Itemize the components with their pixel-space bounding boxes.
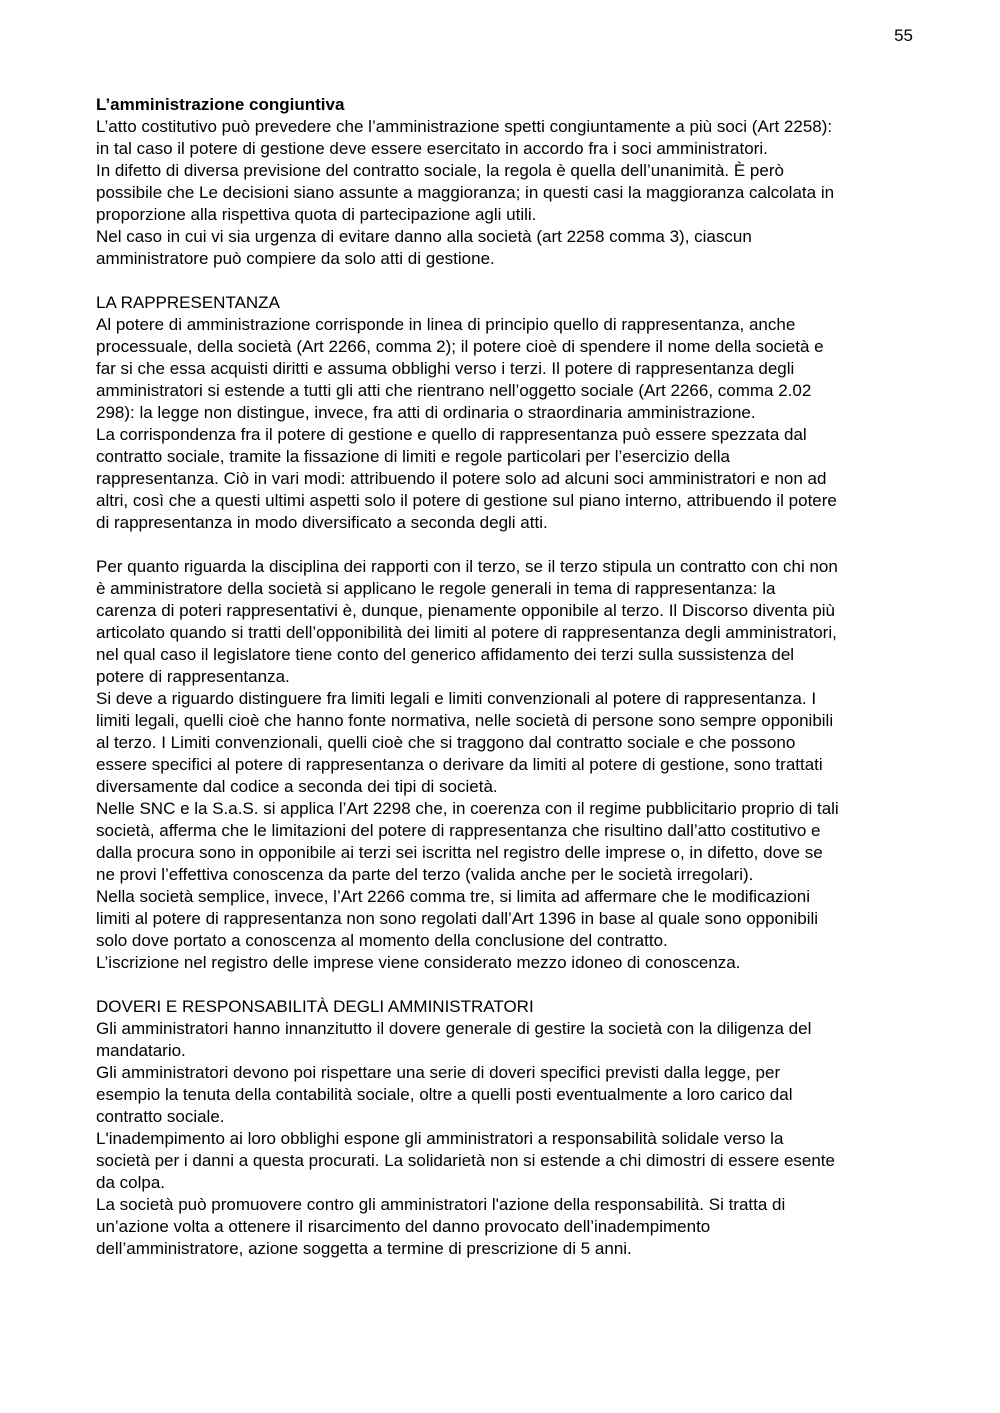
text-line: Nella società semplice, invece, l’Art 2266 comma tre, si limita ad affermare che le modificazioni xyxy=(96,887,810,906)
text-line: Nelle SNC e la S.a.S. si applica l’Art 2298 che, in coerenza con il regime pubblicitario proprio di tali xyxy=(96,799,839,818)
text-line: altri, così che a questi ultimi aspetti solo il potere di gestione sul piano interno, attribuendo il potere xyxy=(96,491,837,510)
section-heading-amministrazione-congiuntiva: L’amministrazione congiuntiva xyxy=(96,95,345,114)
section-heading-doveri-responsabilita: DOVERI E RESPONSABILITÀ DEGLI AMMINISTRATORI xyxy=(96,997,534,1016)
text-line: amministratori si estende a tutti gli atti che rientrano nell’oggetto sociale (Art 2266, comma 2.02 xyxy=(96,381,812,400)
text-line: Gli amministratori devono poi rispettare una serie di doveri specifici previsti dalla legge, per xyxy=(96,1063,781,1082)
text-line: solo dove portato a conoscenza al momento della conclusione del contratto. xyxy=(96,931,668,950)
text-line: limiti al potere di rappresentanza non sono regolati dall’Art 1396 in base al quale sono opponibili xyxy=(96,909,819,928)
text-line: limiti legali, quelli cioè che hanno fonte normativa, nelle società di persone sono sempre opponibili xyxy=(96,711,834,730)
page-number: 55 xyxy=(894,26,913,45)
text-line: articolato quando si tratti dell’opponibilità dei limiti al potere di rappresentanza degli amministratori, xyxy=(96,623,837,642)
text-line: ne provi l’effettiva conoscenza da parte del terzo (valida anche per le società irregolari). xyxy=(96,865,754,884)
text-line: contratto sociale, tramite la fissazione di limiti e regole particolari per l’esercizio della xyxy=(96,447,730,466)
text-line: di rappresentanza in modo diversificato a seconda degli atti. xyxy=(96,513,548,532)
text-line: far si che essa acquisti diritti e assuma obblighi verso i terzi. Il potere di rappresentanza degli xyxy=(96,359,795,378)
section-heading-rappresentanza: LA RAPPRESENTANZA xyxy=(96,293,280,312)
paragraph-spacer xyxy=(96,534,908,556)
text-line: amministratore può compiere da solo atti di gestione. xyxy=(96,249,495,268)
document-body xyxy=(96,94,908,1260)
text-line: Nel caso in cui vi sia urgenza di evitare danno alla società (art 2258 comma 3), ciascun xyxy=(96,227,752,246)
text-line: è amministratore della società si applicano le regole generali in tema di rappresentanza: la xyxy=(96,579,776,598)
text-line: possibile che Le decisioni siano assunte a maggioranza; in questi casi la maggioranza calcolata in xyxy=(96,183,835,202)
text-line: contratto sociale. xyxy=(96,1107,225,1126)
text-line: in tal caso il potere di gestione deve essere esercitato in accordo fra i soci amministratori. xyxy=(96,139,768,158)
text-line: essere specifici al potere di rappresentanza o derivare da limiti al potere di gestione, sono trattati xyxy=(96,755,823,774)
paragraph-spacer xyxy=(96,974,908,996)
text-line: società, afferma che le limitazioni del potere di rappresentanza che risultino dall’atto costitutivo e xyxy=(96,821,821,840)
text-line: L’atto costitutivo può prevedere che l’amministrazione spetti congiuntamente a più soci (Art 2258): xyxy=(96,117,833,136)
text-line: diversamente dal codice a seconda dei tipi di società. xyxy=(96,777,498,796)
text-line: La società può promuovere contro gli amministratori l'azione della responsabilità. Si tratta di xyxy=(96,1195,786,1214)
text-line: potere di rappresentanza. xyxy=(96,667,290,686)
text-line: In difetto di diversa previsione del contratto sociale, la regola è quella dell’unanimità. È però xyxy=(96,161,784,180)
text-line: proporzione alla rispettiva quota di partecipazione agli utili. xyxy=(96,205,537,224)
text-line: dalla procura sono in opponibile ai terzi sei iscritta nel registro delle imprese o, in difetto, dove se xyxy=(96,843,823,862)
text-line: dell’amministratore, azione soggetta a termine di prescrizione di 5 anni. xyxy=(96,1239,632,1258)
text-line: Per quanto riguarda la disciplina dei rapporti con il terzo, se il terzo stipula un contratto con chi non xyxy=(96,557,838,576)
text-line: Si deve a riguardo distinguere fra limiti legali e limiti convenzionali al potere di rappresentanza. I xyxy=(96,689,817,708)
text-line: 298): la legge non distingue, invece, fra atti di ordinaria o straordinaria amministrazione. xyxy=(96,403,756,422)
text-line: Gli amministratori hanno innanzitutto il dovere generale di gestire la società con la diligenza del xyxy=(96,1019,812,1038)
text-line: L’iscrizione nel registro delle imprese viene considerato mezzo idoneo di conoscenza. xyxy=(96,953,741,972)
text-line: da colpa. xyxy=(96,1173,165,1192)
text-line: rappresentanza. Ciò in vari modi: attribuendo il potere solo ad alcuni soci amministratori e non ad xyxy=(96,469,827,488)
text-line: mandatario. xyxy=(96,1041,186,1060)
text-line: nel qual caso il legislatore tiene conto del generico affidamento dei terzi sulla sussistenza del xyxy=(96,645,795,664)
text-line: al terzo. I Limiti convenzionali, quelli cioè che si traggono dal contratto sociale e che possono xyxy=(96,733,796,752)
text-line: processuale, della società (Art 2266, comma 2); il potere cioè di spendere il nome della società e xyxy=(96,337,824,356)
text-line: esempio la tenuta della contabilità sociale, oltre a quelli posti eventualmente a loro carico dal xyxy=(96,1085,793,1104)
text-line: L'inadempimento ai loro obblighi espone gli amministratori a responsabilità solidale verso la xyxy=(96,1129,784,1148)
paragraph-spacer xyxy=(96,270,908,292)
text-line: La corrispondenza fra il potere di gestione e quello di rappresentanza può essere spezzata dal xyxy=(96,425,807,444)
text-line: un’azione volta a ottenere il risarcimento del danno provocato dell’inadempimento xyxy=(96,1217,711,1236)
text-line: Al potere di amministrazione corrisponde in linea di principio quello di rappresentanza, anche xyxy=(96,315,796,334)
text-line: carenza di poteri rappresentativi è, dunque, pienamente opponibile al terzo. Il Discorso diventa più xyxy=(96,601,836,620)
text-line: società per i danni a questa procurati. La solidarietà non si estende a chi dimostri di essere esente xyxy=(96,1151,835,1170)
